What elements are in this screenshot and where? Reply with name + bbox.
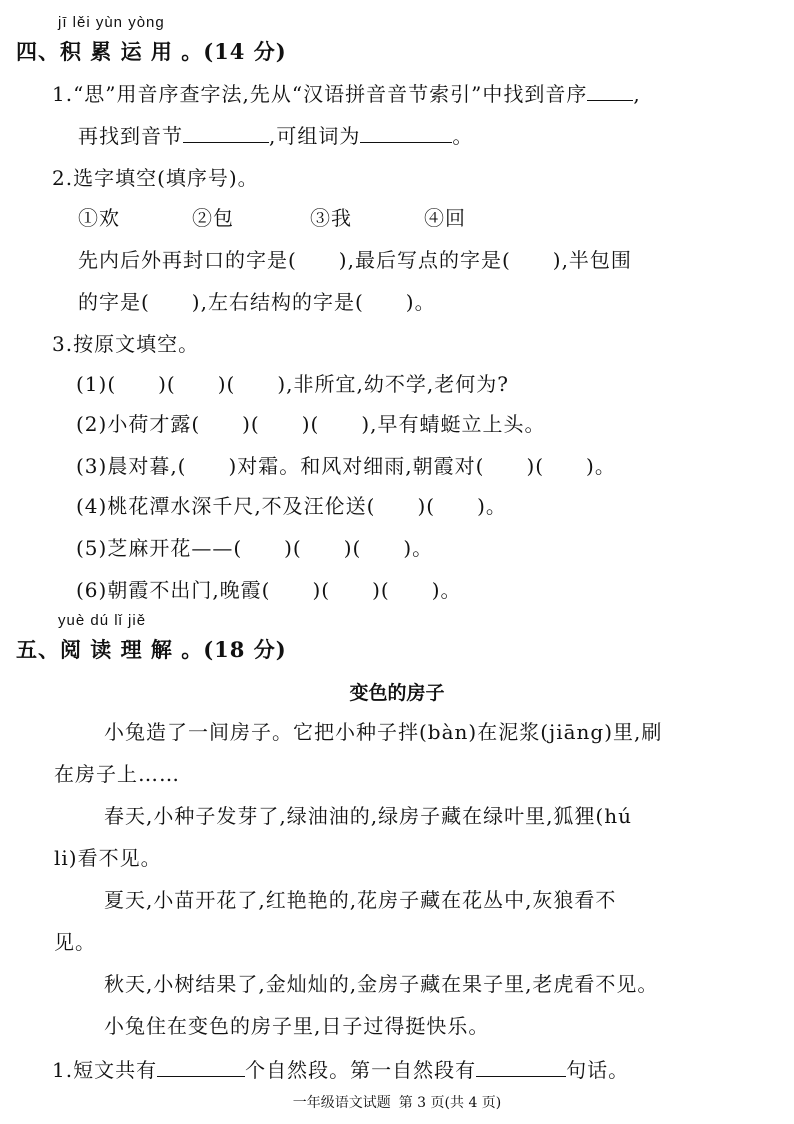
q1-text-c: 再找到音节 (78, 124, 183, 148)
q3-item-4: (4)桃花潭水深千尺,不及汪伦送( )( )。 (76, 494, 507, 518)
q1-blank-word[interactable] (360, 124, 452, 143)
passage-line-4: li)看不见。 (54, 846, 162, 870)
page-footer (0, 1092, 794, 1112)
q2-line2: 的字是( ),左右结构的字是( )。 (78, 290, 436, 314)
q1-text-e: 。 (452, 124, 474, 148)
q3-prompt: 3.按原文填空。 (52, 332, 200, 356)
s5-q1-text-c: 句话。 (566, 1058, 630, 1082)
q3-item-2: (2)小荷才露( )( )( ),早有蜻蜓立上头。 (76, 412, 546, 436)
section4-pinyin: jī lěi yùn yòng (58, 14, 165, 31)
q2-option-1: ①欢 (78, 206, 120, 230)
q1-line1 (52, 78, 641, 107)
passage-line-8: 小兔住在变色的房子里,日子过得挺快乐。 (104, 1014, 490, 1038)
q3-item-1: (1)( )( )( ),非所宜,幼不学,老何为? (76, 372, 509, 396)
s5-q1-text-b: 个自然段。第一自然段有 (245, 1058, 477, 1082)
section5-heading: 五、阅 读 理 解 。(18 分) (16, 637, 287, 662)
q1-line2 (78, 120, 473, 149)
footer-subject: 一年级语文试题 (292, 1095, 391, 1111)
passage-line-2: 在房子上…… (54, 762, 180, 786)
s5-q1 (52, 1054, 629, 1083)
q1-text-d: ,可组词为 (269, 124, 361, 148)
q2-options (78, 202, 466, 231)
q2-option-3: ③我 (310, 206, 352, 230)
passage-line-7: 秋天,小树结果了,金灿灿的,金房子藏在果子里,老虎看不见。 (104, 972, 659, 996)
q3-item-5: (5)芝麻开花——( )( )( )。 (76, 536, 434, 560)
q1-text-a: 1.“思”用音序查字法,先从“汉语拼音音节索引”中找到音序 (52, 82, 588, 106)
footer-page-number: 第 3 页(共 4 页) (398, 1095, 502, 1111)
passage-line-5: 夏天,小苗开花了,红艳艳的,花房子藏在花丛中,灰狼看不 (104, 888, 617, 912)
s5-q1-blank-paragraphs[interactable] (157, 1058, 245, 1077)
q2-option-2: ②包 (192, 206, 234, 230)
s5-q1-blank-sentences[interactable] (476, 1058, 566, 1077)
passage-line-3: 春天,小种子发芽了,绿油油的,绿房子藏在绿叶里,狐狸(hú (104, 804, 632, 828)
q1-blank-syllable[interactable] (183, 124, 269, 143)
passage-line-1: 小兔造了一间房子。它把小种子拌(bàn)在泥浆(jiāng)里,刷 (104, 720, 663, 744)
q3-item-6: (6)朝霞不出门,晚霞( )( )( )。 (76, 578, 462, 602)
section5-pinyin: yuè dú lǐ jiě (58, 612, 147, 629)
q3-item-3: (3)晨对暮,( )对霜。和风对细雨,朝霞对( )( )。 (76, 454, 616, 478)
q2-prompt: 2.选字填空(填序号)。 (52, 166, 259, 190)
q1-blank-order[interactable] (587, 82, 633, 101)
q2-option-4: ④回 (424, 206, 466, 230)
passage-line-6: 见。 (54, 930, 96, 954)
passage-title: 变色的房子 (349, 682, 445, 704)
q2-line1: 先内后外再封口的字是( ),最后写点的字是( ),半包围 (78, 248, 632, 272)
q1-text-b: , (633, 82, 641, 106)
s5-q1-text-a: 1.短文共有 (52, 1058, 158, 1082)
section4-heading: 四、积 累 运 用 。(14 分) (16, 39, 287, 64)
